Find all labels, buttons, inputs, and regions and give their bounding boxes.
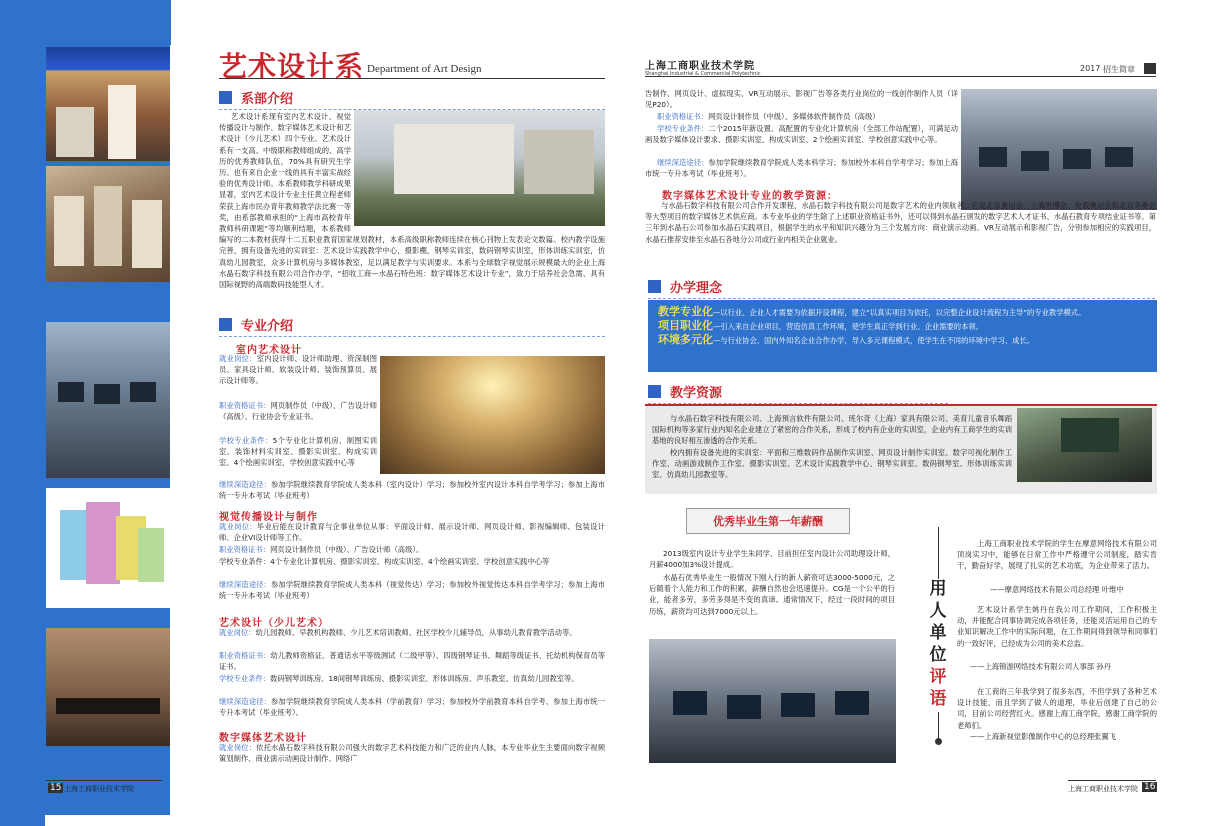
section-intro-heading [219,87,605,107]
left-page-number: 15 [50,783,62,793]
philosophy-item-2: 项目职业化—引入来自企业项目，营造仿真工作环境，使学生真正学到行业、企业需要的本领。 [658,319,983,332]
header-rule-left [219,78,605,79]
section-marker-icon [648,385,661,398]
quote-2-signature: ——上海锦游网络技术有限公司人事部 孙丹 [970,662,1111,671]
eval-divider-top [938,527,939,579]
digital-resources-title: 数字媒体艺术设计专业的教学资源： [662,191,838,202]
header-doc: 招生简章 [1103,65,1135,74]
intro-paragraph: 艺术设计系现有室内艺术设计、视觉传播设计与制作、数字媒体艺术设计和艺术设计（少儿艺术）四个专业。艺术设计系有一支高、中级职称教师组成的、高学历的优秀教师队伍，70%具有研究生学历。也有来自企业一线的具有丰富实战经验的优秀设计师。本系教师教学科研成果显著，室内艺术设计专业主任黄立程老师荣获上海市民办青年教师教学法比赛一等奖，由系部教师承担的“上海市高校青年教师科研课题”等均顺利结题，本系教师编写的二本教材获得十二五职业教育国家规划教材，本系高级职称教师连续在核心刊物上发表论文数篇。校内教学设施完善，拥有设备先进的实训室：艺术设计实践教学中心，摄影棚，钢琴实训室，数码钢琴实训室，形体训练实训室，仿真幼儿园教室，众多计算机房与多媒体教室，足以满足教学与实训要求。本系与全球数字视觉展示规模最大的企业上海水晶石数字科技有限公司合作办学，“招收工商—水晶石特色班：数字媒体艺术设计专业”，致力于培养社会急需、具有国际视野的高端数码技能型人才。 [219,112,605,290]
right-footer-school: 上海工商职业技术学院 [1068,785,1138,793]
photo-award-ceremony [46,47,170,161]
major-kids-job: 就业岗位：幼儿园教师、早教机构教师、少儿艺术培训教师、社区学校少儿辅导员，从事幼儿教育教学活动等。 [219,628,577,637]
salary-paragraph-1: 2013级室内设计专业学生朱同学、目前担任室内设计公司助理设计师，月薪4000加3%设计提成。 [649,549,895,570]
right-footer-rule [1068,780,1156,781]
major-kids-continue: 继续深造途径：参加学院继续教育学院成人类本科（学前教育）学习；参加校外学前教育本科自学考、参加上海市统一专升本考试（毕业班考）。 [219,697,606,718]
section-marker-icon [648,280,661,293]
salary-banner-text: 优秀毕业生第一年薪酬 [713,515,823,528]
photo-packaging [46,488,170,608]
major-digital-title: 数字媒体艺术设计 [219,733,307,744]
left-footer-school: 上海工商职业技术学院 [64,785,134,793]
section-philosophy-title: 办学理念 [670,280,723,296]
major-interior-job: 就业岗位：室内设计师、设计师助理、资深制图员、家具设计师、软装设计师、装饰预算员、展示设计师等。 [219,354,378,386]
philosophy-item-3: 环境多元化—与行业协会、国内外知名企业合作办学，导入多元课程模式，使学生在不同的环境中学习、成长。 [658,333,1035,346]
quote-1-signature: ——摩意网络技术有限公司总经理 叶维中 [990,585,1124,594]
left-blue-band [0,0,45,826]
quote-3-signature: ——上海新视觉影像制作中心的总经理张翼飞 [970,732,1116,741]
header-rule-right [645,76,1156,77]
photo-computer-lab [46,322,170,478]
left-footer-rule [46,780,162,781]
section-majors-heading [219,314,605,334]
major-kids-title: 艺术设计（少儿艺术） [219,618,329,629]
right-page-number: 16 [1144,782,1156,792]
digital-job-continued: 告制作、网页设计、虚拟现实、VR互动展示、影视广告等各类行业岗位的一线创作制作人员（详见P20）。 [645,89,958,110]
header-marker-icon [1144,63,1156,74]
quote-1: 上海工商职业技术学院的学生在摩意网络技术有限公司顶岗实习中，能够在日常工作中严格遵守公司制度，踏实肯干，勤奋好学，展现了扎实的艺术功底，为企业带来了活力。 [957,539,1157,571]
digital-cert: 职业资格证书：网页设计制作员（中级）、多媒体软件制作员（高级） [657,112,880,121]
major-kids-cert: 职业资格证书：幼儿教师资格证、普通话水平等级测试（二级甲等）、四级钢琴证书、舞蹈等级证书、托幼机构保育员等证书。 [219,651,605,672]
school-name-en: Shanghai Industrial & Commercial Polytechnic [645,71,761,77]
digital-continue: 继续深造途径：参加学院继续教育学院成人类本科学习；参加校外本科自学考学习；参加上海市统一专升本考试（毕业班考）。 [645,158,959,179]
department-title-en: Department of Art Design [367,63,482,75]
header-year: 2017 [1080,64,1101,73]
teaching-paragraph-1: 与水晶石数字科技有限公司、上海預言软件有限公司、班尔奇（上海）家具有限公司、美育儿童音乐舞蹈国际机构等多家行业内知名企业建立了紧密的合作关系，形成了校内有企业的实训室，企业内有工商学生的实训基地的良好相互渗透的合作关系。 [652,414,1012,446]
eval-vertical-label: 用 人 单 位 评 语 [929,579,947,709]
section-majors-title: 专业介绍 [241,318,294,334]
teaching-paragraph-2: 校内拥有设备先进的实训室：平面和三维数码作品制作实训室、网页设计制作实训室、数字可视化制作工作室、动画游戏制作工作室、摄影实训室、艺术设计实践教学中心、钢琴实训室、数码钢琴室、形体训练实训室、仿真幼儿园教室等。 [652,448,1012,480]
section-teaching-title: 教学资源 [670,385,723,401]
major-interior-title: 室内艺术设计 [236,345,302,356]
philosophy-box [648,300,1157,372]
philosophy-item-1: 教学专业化—以行业、企业人才需要为依据开设课程，建立“以真实项目为依托，以完整企业设计流程为主导”的专业教学模式。 [658,305,1086,318]
photo-lecture [1017,408,1152,482]
major-interior-cert: 职业资格证书：网页制作员（中级）、广告设计师（高级）、行业协会专业证书。 [219,401,377,422]
major-interior-continue: 继续深造途径：参加学院继续教育学院成人类本科（室内设计）学习；参加校外室内设计本科自学考学习；参加上海市统一专升本考试（毕业班考） [219,480,606,501]
major-visual-title: 视觉传播设计与制作 [219,512,318,523]
salary-paragraph-2: 水晶石优秀毕业生一般情况下刚入行的新人薪资可达3000-5000元，之后随着个人能力和工作的积累，薪酬自然也会迅速提升。CG是一个公平的行业，能者多劳，多劳多得是不变的真谛。通常情况下，经过一段时间的项目历练，薪资均可达到7000元以上。 [649,573,895,616]
quote-2: 艺术设计系学生姚丹在我公司工作期间，工作积极主动，并能配合同事协调完成各项任务，还能灵活运用自己的专业知识解决工作中的实际问题，在工作期间得到领导和同事们的一致好评，已经成为公司的美术总监。 [957,605,1157,648]
major-interior-cond: 学校专业条件：5个专业化计算机房、制图实训室、装饰材料实训室、摄影实训室、构成实训室、4个绘画实训室、学校创意实践中心等 [219,436,377,468]
school-name-cn: 上海工商职业技术学院 [645,61,755,72]
section-intro-title: 系部介绍 [241,91,294,107]
photo-students-computers [649,639,896,763]
intro-text-mask [353,109,354,110]
section-marker-icon [219,318,232,331]
eval-divider-bottom [938,712,939,740]
section-marker-icon [219,91,232,104]
department-title: 艺术设计系 [219,50,365,83]
section-teaching-heading [648,381,948,401]
digital-resources-text: 与水晶石数字科技有限公司合作开发课程，水晶石数字科技有限公司是数字艺术的业内领航者，它是北京奥运会、上海世博会、伦敦奥运会和北京冬奥会等大型项目的数字媒体艺术供应商。本专业毕业的学生除了上述职业资格证书外，还可以得到水晶石颁发的数字艺术人才证书、水晶石教育专项结业证书等。第三年到水晶石公司参加水晶石实践项目，根据学生的水平和知识兴趣分为三个发展方向：商业演示动画、VR互动展示和影视广告，分别参加相应的实践项目，水晶石推荐安排至水晶石各地分公司或行业内相关企业就业。 [645,201,1156,244]
major-visual-continue: 继续深造途径：参加学院继续教育学院成人类本科（视觉传达）学习；参加校外视觉传达本科自学考学习；参加上海市统一专升本考试（毕业班考） [219,580,606,601]
photo-interior-design [380,356,605,474]
salary-banner [686,508,850,534]
major-visual-cond: 学校专业条件：4个专业化计算机房、摄影实训室、构成实训室、4个绘画实训室、学校创意实践中心等 [219,557,550,566]
quote-3: 在工商的三年我学到了很多东西，不但学到了各种艺术设计技能，而且学到了做人的道理，毕业后创建了自己的公司，目前公司经营红火。感谢上海工商学院，感谢工商学院的老师们。 [957,687,1157,730]
photo-dance-class [46,628,170,746]
photo-art-studio [46,166,170,282]
major-visual-job: 就业岗位：毕业后能在设计教育与企事业单位从事：平面设计师、展示设计师、网页设计师、影视编辑师、包装设计师、企业VI设计师等工作。 [219,522,606,543]
photo-computer-classroom [961,89,1157,210]
eval-dot-icon [935,738,942,745]
major-visual-cert: 职业资格证书：网页设计制作员（中级）、广告设计师（高级）。 [219,545,424,554]
left-blue-band-top [45,0,171,45]
section-philosophy-heading [648,276,1155,296]
major-digital-job: 就业岗位：依托水晶石数字科技有限公司强大的数字艺术科技能力和广泛的业内人脉，本专业毕业生主要面向数字视频策划制作、商业演示动画设计制作、网络广 [219,743,606,764]
major-kids-cond: 学校专业条件：数码钢琴训练房、18间钢琴训练房、摄影实训室、形体训练房、声乐教室、仿真幼儿园教室等。 [219,674,579,683]
digital-cond: 学校专业条件：二个2015年新设置、高配置的专业化计算机房（全部工作站配置），可满足动画及数字媒体设计要求、摄影实训室、构成实训室、2个绘画实训室、学校创意实践中心等。 [645,124,959,145]
